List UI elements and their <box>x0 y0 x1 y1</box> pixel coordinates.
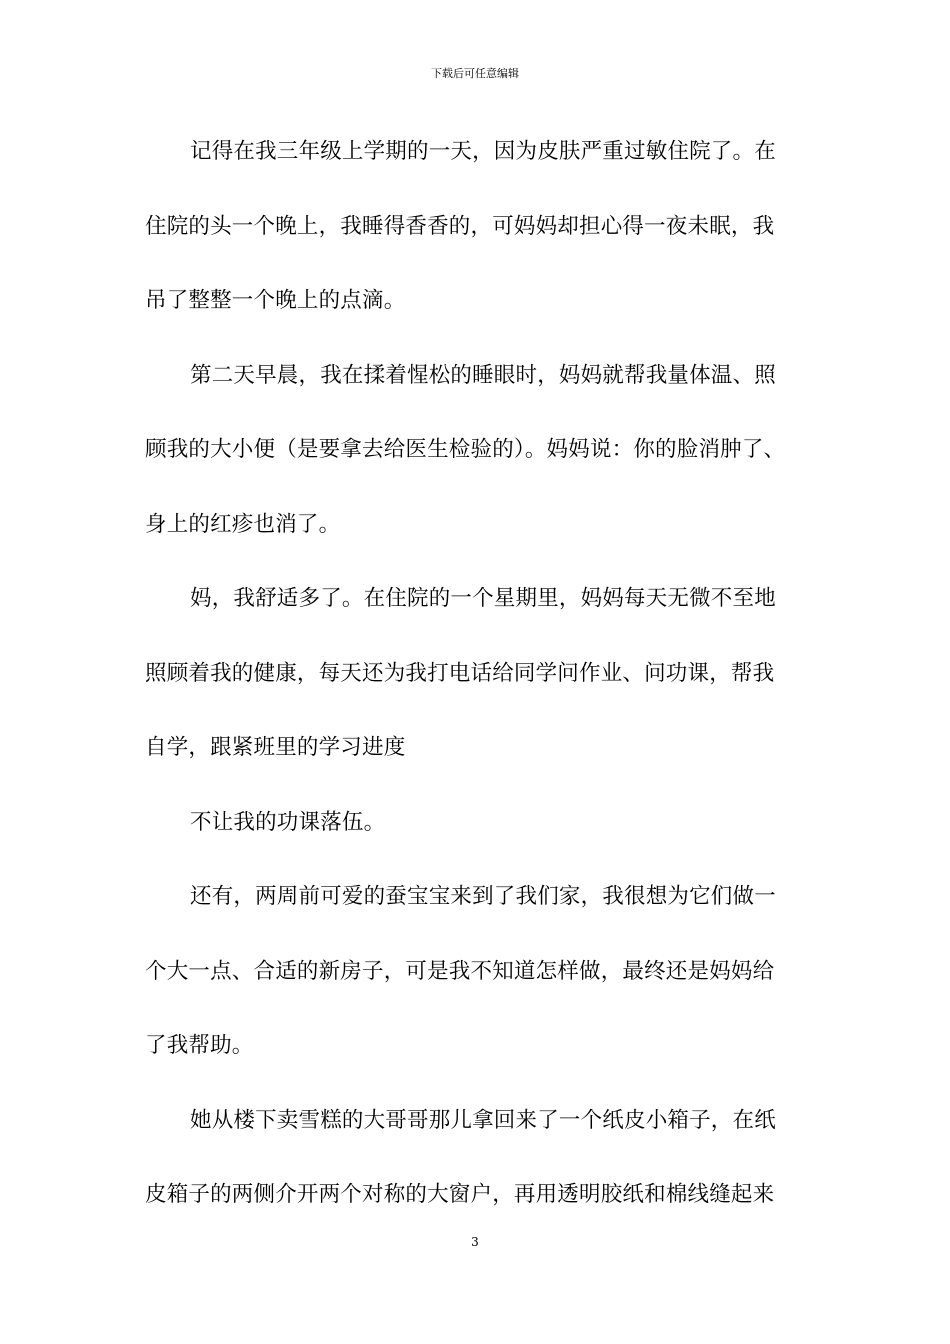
paragraph-line: 第二天早晨，我在揉着惺松的睡眼时，妈妈就帮我量体温、照 <box>190 362 776 388</box>
paragraph-line: 妈，我舒适多了。在住院的一个星期里，妈妈每天无微不至地 <box>190 586 776 611</box>
paragraph-line: 身上的红疹也消了。 <box>145 511 341 537</box>
paragraph-line: 住院的头一个晚上，我睡得香香的，可妈妈却担心得一夜未眠，我 <box>145 213 775 239</box>
paragraph-line: 吊了整整一个晚上的点滴。 <box>145 288 406 313</box>
paragraph-line: 了我帮助。 <box>145 1033 254 1058</box>
paragraph-line: 照顾着我的健康，每天还为我打电话给同学问作业、问功课，帮我 <box>145 660 775 686</box>
document-body <box>145 132 815 1250</box>
page-number: 3 <box>471 1235 479 1249</box>
paragraph-line: 不让我的功课落伍。 <box>190 809 386 835</box>
page-header: 下载后可任意编辑 <box>431 67 519 80</box>
paragraph-line: 记得在我三年级上学期的一天，因为皮肤严重过敏住院了。在 <box>190 139 776 164</box>
paragraph-line: 个大一点、合适的新房子，可是我不知道怎样做，最终还是妈妈给 <box>145 958 775 984</box>
paragraph-line: 顾我的大小便（是要拿去给医生检验的）。妈妈说：你的脸消肿了、 <box>145 437 786 462</box>
paragraph-line: 自学，跟紧班里的学习进度 <box>145 735 406 760</box>
paragraph-line: 她从楼下卖雪糕的大哥哥那儿拿回来了一个纸皮小箱子，在纸 <box>190 1107 776 1133</box>
paragraph-line: 皮箱子的两侧介开两个对称的大窗户，再用透明胶纸和棉线缝起来 <box>145 1182 775 1207</box>
paragraph-line: 还有，两周前可爱的蚕宝宝来到了我们家，我很想为它们做一 <box>190 884 776 909</box>
